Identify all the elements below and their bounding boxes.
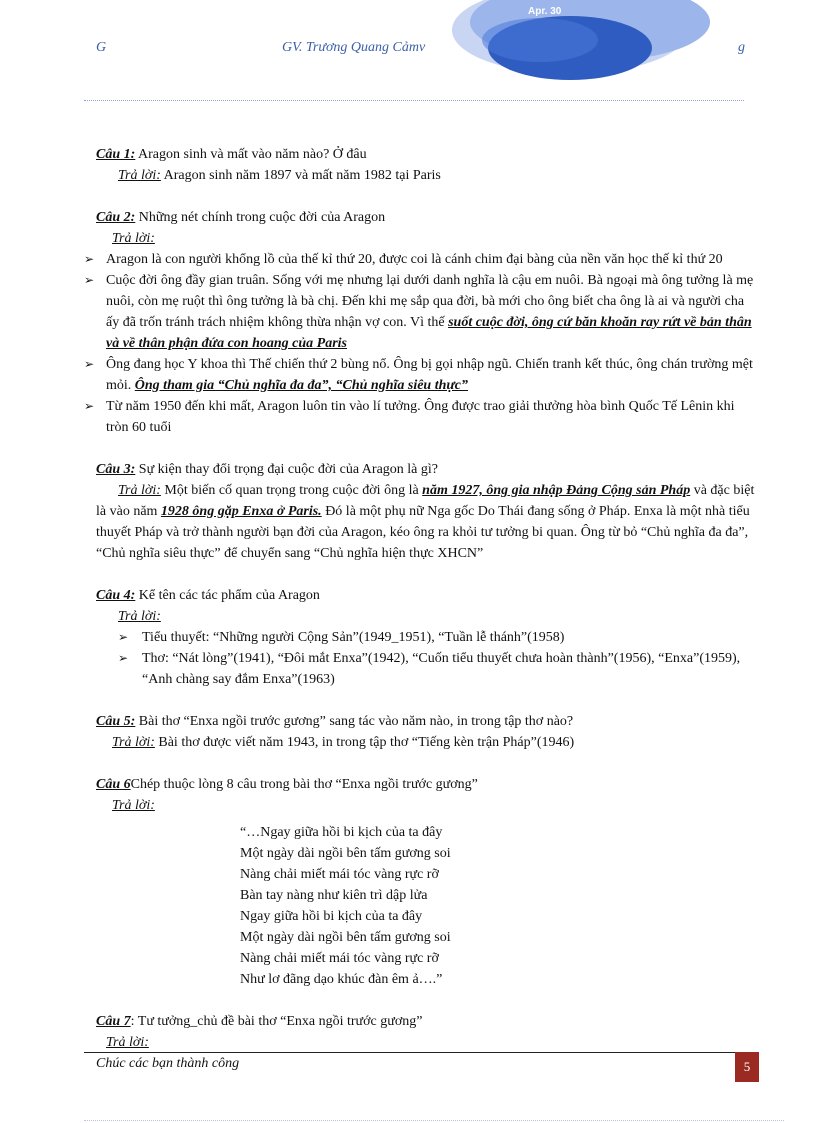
arrow-bullet-icon: ➢ [84,252,95,266]
question-text: Chép thuộc lòng 8 câu trong bài thơ “Enxa ngồi trước gương” [130,777,478,792]
list-item [82,249,756,270]
list-item [82,354,756,396]
answer-5 [96,732,756,753]
list-item-text: Cuộc đời ông đầy gian truân. Sống với mẹ nhưng lại dưới danh nghĩa là cậu em nuôi. Bà ngoại mà ông tưởng là mẹ nuôi, còn mẹ ruột thì ông tưởng là bà chị. Đến khi mẹ sắp qua đời, bà mới cho ông biết cha ông là ai và người cha ấy đã trốn tránh trách nhiệm không thừa nhận vợ con. Vì thế [106,273,754,330]
list-item [96,627,756,648]
question-text: : Tư tưởng_chủ đề bài thơ “Enxa ngồi trước gương” [130,1014,423,1029]
page-number-badge: 5 [735,1052,759,1082]
footer-text: Chúc các bạn thành công [96,1056,240,1071]
list-item-text: Thơ: “Nát lòng”(1941), “Đôi mắt Enxa”(1942), “Cuốn tiểu thuyết chưa hoàn thành”(1956), “Enxa”(1959), “Anh chàng say đắm Enxa”(1963) [142,651,741,687]
answer-label: Trả lời: [112,735,155,750]
poem-line: Một ngày dài ngồi bên tấm gương soi [240,846,451,861]
header-right-letter: g [738,40,745,55]
header-left-letter: G [96,40,107,55]
answer-text: Aragon sinh năm 1897 và mất năm 1982 tại Paris [160,168,441,183]
question-label: Câu 1: [96,147,136,162]
arrow-bullet-icon: ➢ [118,630,129,644]
question-3 [96,459,756,480]
poem-line: Nàng chải miết mái tóc vàng rực rỡ [240,867,439,882]
question-label: Câu 6 [96,777,131,792]
poem-line: Như lơ đãng dạo khúc đàn êm ả….” [240,972,443,987]
answer-6-label-row [96,795,756,816]
answer-1 [96,165,756,186]
list-item-text: Tiểu thuyết: “Những người Cộng Sản”(1949_1951), “Tuần lễ thánh”(1958) [142,630,565,645]
question-label: Câu 7 [96,1014,131,1029]
highlighted-text: 1928 ông gặp Enxa ở Paris. [160,504,322,519]
poem-line: Nàng chải miết mái tóc vàng rực rỡ [240,951,439,966]
arrow-bullet-icon: ➢ [84,273,95,287]
answer-label: Trả lời: [112,798,155,813]
arrow-bullet-icon: ➢ [118,651,129,665]
answer-label: Trả lời: [106,1035,149,1050]
answer-text: Đó là một phụ nữ Nga gốc Do Thái đang sống ở Pháp. Enxa là một nhà tiểu thuyết Pháp và trở thành người bạn đời của Aragon, kéo ông ra khỏi tư tưởng bi quan. Ông từ bỏ “Chủ nghĩa đa đa”, “Chủ nghĩa siêu thực” để chuyển sang “Chủ nghĩa hiện thực XHCN” [96,504,750,561]
question-7 [96,1011,756,1032]
question-4 [96,585,756,606]
footer-divider [84,1052,740,1053]
answer-label: Trả lời: [112,231,155,246]
question-text: Kể tên các tác phẩm của Aragon [135,588,320,603]
bottom-dotted-rule [84,1120,784,1121]
question-text: Aragon sinh và mất vào năm nào? Ở đâu [135,147,367,162]
answer-4-label-row [96,606,756,627]
header-banner-graphic [420,0,750,100]
question-text: Sự kiện thay đổi trọng đại cuộc đời của Aragon là gì? [135,462,438,477]
highlighted-text: suốt cuộc đời, ông cứ băn khoăn ray rứt về bản thân và về thân phận đứa con hoang của Paris [106,315,752,351]
arrow-bullet-icon: ➢ [84,357,95,371]
list-item [82,270,756,354]
answer-2-label-row [96,228,756,249]
highlighted-text: năm 1927, ông gia nhập Đảng Cộng sản Pháp [422,483,691,498]
header-author: GV. Trương Quang Cảmv [282,40,426,55]
answer-3 [96,480,756,564]
question-text: Bài thơ “Enxa ngồi trước gương” sang tác vào năm nào, in trong tập thơ nào? [135,714,574,729]
question-text: Những nét chính trong cuộc đời của Aragon [135,210,386,225]
question-1 [96,144,756,165]
poem-line: Một ngày dài ngồi bên tấm gương soi [240,930,451,945]
poem-line: Bàn tay nàng như kiên trì dập lửa [240,888,428,903]
question-2 [96,207,756,228]
list-item-text: Từ năm 1950 đến khi mất, Aragon luôn tin vào lí tưởng. Ông được trao giải thưởng hòa bình Quốc Tế Lênin khi tròn 60 tuổi [106,399,735,435]
document-body [84,144,756,1053]
poem-line: Ngay giữa hồi bi kịch của ta đây [240,909,423,924]
answer-label: Trả lời: [118,168,161,183]
answer-text: và đặc biệt là vào năm [96,483,755,519]
arrow-bullet-icon: ➢ [84,399,95,413]
question-5 [96,711,756,732]
question-label: Câu 3: [96,462,136,477]
answer-label: Trả lời: [118,609,161,624]
header-divider [84,100,744,101]
poem-line: “…Ngay giữa hồi bi kịch của ta đây [240,825,443,840]
highlighted-text: Ông tham gia “Chủ nghĩa đa đa”, “Chủ nghĩa siêu thực” [134,378,468,393]
question-label: Câu 2: [96,210,136,225]
question-6 [96,774,756,795]
answer-7-label-row [96,1032,756,1053]
list-item [82,396,756,438]
list-item-text: Aragon là con người khổng lồ của thế kỉ thứ 20, được coi là cánh chim đại bàng của nền văn học thế kỉ thứ 20 [106,252,723,267]
list-item [96,648,756,690]
header-date: Apr. 30 [528,6,562,17]
question-label: Câu 4: [96,588,136,603]
page-header [0,0,816,100]
list-item-text: Ông đang học Y khoa thì Thế chiến thứ 2 bùng nổ. Ông bị gọi nhập ngũ. Chiến tranh kết thúc, ông chán trường mệt mỏi. [106,357,753,393]
question-label: Câu 5: [96,714,136,729]
answer-text: Một biến cố quan trọng trong cuộc đời ông là [160,483,423,498]
answer-label: Trả lời: [118,483,161,498]
poem-block [96,822,756,990]
answer-text: Bài thơ được viết năm 1943, in trong tập thơ “Tiếng kèn trận Pháp”(1946) [154,735,575,750]
